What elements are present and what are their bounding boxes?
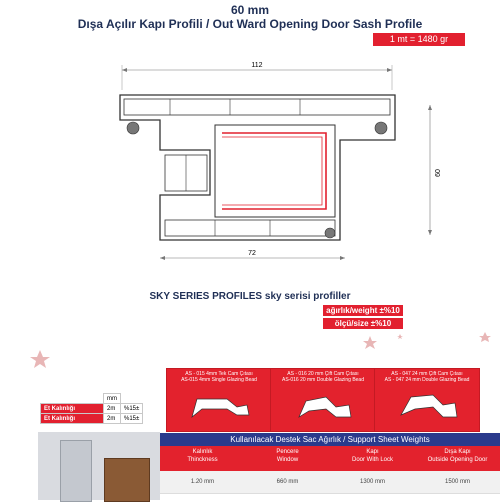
col-thickness: Kalınlık Thinckness bbox=[187, 449, 218, 463]
wall-thickness-tol: %15± bbox=[121, 414, 143, 424]
sky-series-title: SKY SERIES PROFILES sky serisi profiller bbox=[149, 291, 351, 302]
wall-thickness-value: 2m bbox=[104, 414, 121, 424]
support-sheet-table bbox=[160, 433, 500, 500]
dim-bottom: 72 bbox=[248, 250, 256, 257]
wall-thickness-value: 2m bbox=[104, 404, 121, 414]
tolerance-size: ölçü/size ±%10 bbox=[323, 318, 403, 329]
col-window: Pencere Window bbox=[276, 449, 299, 463]
bead-card-2 bbox=[270, 368, 376, 432]
col-outside-door: Dışa Kapı Outside Opening Door bbox=[427, 449, 488, 463]
support-sheet-title: Kullanılacak Destek Sac Ağırlık / Support Sheet Weights bbox=[160, 433, 500, 446]
wall-thickness-table bbox=[40, 393, 143, 424]
dim-height: 60 bbox=[435, 169, 442, 177]
cell-thickness: 1.20 mm bbox=[190, 479, 215, 485]
table-row bbox=[160, 471, 500, 494]
dim-width: 112 bbox=[251, 62, 263, 69]
bead-card-1 bbox=[166, 368, 272, 432]
profile-title: Dışa Açılır Kapı Profili / Out Ward Opening Door Sash Profile bbox=[77, 17, 423, 31]
wall-thickness-tol: %15± bbox=[121, 404, 143, 414]
wood-profile-image bbox=[104, 458, 150, 502]
wall-thickness-label: Et Kalınlığı bbox=[41, 404, 104, 414]
cell-window: 660 mm bbox=[276, 479, 299, 485]
white-profile-image bbox=[60, 440, 92, 502]
col-door: Kapı Door With Lock bbox=[351, 449, 393, 463]
bead-card-3 bbox=[374, 368, 480, 432]
cell-outside-door: 1500 mm bbox=[444, 479, 470, 485]
bead-profile-icon bbox=[291, 387, 361, 427]
bead-profile-icon bbox=[395, 387, 465, 427]
profile-drawing bbox=[0, 45, 500, 275]
unit-header: mm bbox=[104, 394, 121, 404]
wall-thickness-label: Et Kalınlığı bbox=[41, 414, 104, 424]
support-header-row bbox=[160, 446, 500, 471]
bead-label: AS - 016 20 mm Çift Cam Çıtası AS-016 20 mm Double Glazing Bead bbox=[282, 371, 364, 383]
bead-profile-icon bbox=[187, 387, 257, 427]
weight-badge: 1 mt = 1480 gr bbox=[373, 33, 465, 46]
bead-label: AS - 047 24 mm Çift Cam Çıtası AS - 047 24 mm Double Glazing Bead bbox=[384, 371, 470, 383]
product-photo bbox=[38, 432, 160, 500]
profile-size: 60 mm bbox=[230, 3, 270, 17]
cell-door: 1300 mm bbox=[359, 479, 385, 485]
bead-label: AS - 015 4mm Tek Cam Çıtası AS-015 4mm Single Glazing Bead bbox=[181, 371, 257, 383]
tolerance-weight: ağırlık/weight ±%10 bbox=[323, 305, 403, 316]
